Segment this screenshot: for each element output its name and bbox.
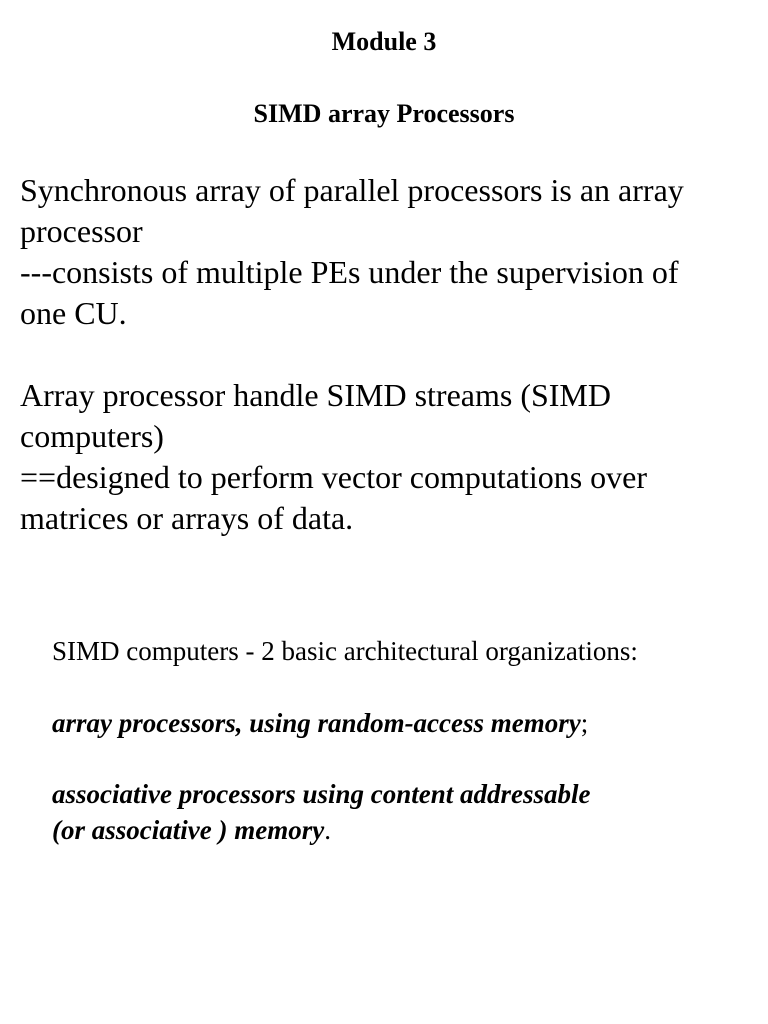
module-title: Module 3 <box>331 27 437 56</box>
paragraph-line: ==designed to perform vector computations over <box>20 459 648 495</box>
organization-item-suffix: . <box>324 815 331 845</box>
organization-item-emphasis: (or associative ) memory <box>52 815 325 845</box>
paragraph-line: matrices or arrays of data. <box>20 500 354 536</box>
paragraph-array-processor-definition <box>20 170 750 334</box>
paragraph-line: one CU. <box>20 295 127 331</box>
organization-item-suffix: ; <box>580 708 589 738</box>
paragraph-line: computers) <box>20 418 164 454</box>
paragraph-simd-streams <box>20 375 750 539</box>
paragraph-line: ---consists of multiple PEs under the supervision of <box>20 254 679 290</box>
organization-item-emphasis: associative processors using content addressable <box>52 779 591 809</box>
organization-item-emphasis: array processors, using random-access memory <box>52 708 581 738</box>
paragraph-line: processor <box>20 213 143 249</box>
paragraph-line: Synchronous array of parallel processors is an array <box>20 172 684 208</box>
paragraph-line: Array processor handle SIMD streams (SIMD <box>20 377 611 413</box>
organization-item-associative-processors <box>52 776 591 848</box>
organizations-intro: SIMD computers - 2 basic architectural organizations: <box>52 636 638 666</box>
section-title: SIMD array Processors <box>253 99 515 128</box>
organization-item-array-processors <box>52 705 588 741</box>
